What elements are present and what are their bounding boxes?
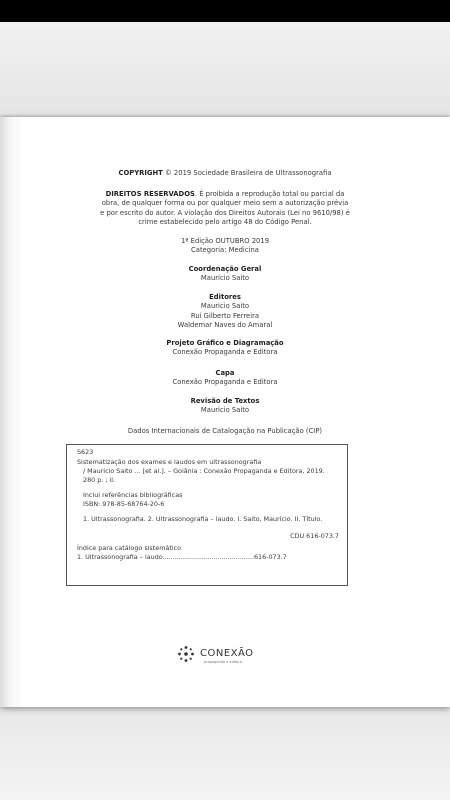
copyright-line [0, 169, 450, 178]
cip-index-entry: 1. Ultrassonografia – laudo.............................................616-073.7 [77, 553, 287, 561]
cip-index-title: Índice para catálogo sistemático [77, 544, 182, 552]
credit-name: Conexão Propaganda e Editora [172, 378, 278, 387]
logo-wordmark: CONEXÃO [200, 648, 254, 659]
credit-name: Mauricio Saito [200, 274, 250, 283]
credit-heading: Revisão de Textos [190, 397, 260, 405]
credit-heading: Capa [215, 369, 235, 377]
credit-editors [0, 293, 450, 330]
credit-name: Conexão Propaganda e Editora [172, 348, 278, 357]
credit-name: Rui Gilberto Ferreira [190, 311, 260, 320]
credit-name: Mauricio Saito [200, 302, 250, 311]
edition-line: 1ª Edição OUTUBRO 2019 [180, 237, 270, 245]
status-bar [0, 0, 450, 22]
rights-label: DIREITOS RESERVADOS [105, 190, 195, 198]
copyright-label: COPYRIGHT [118, 169, 163, 177]
credit-heading: Coordenação Geral [188, 265, 262, 273]
cip-line: / Mauricio Saito ... [et al.]. – Goiânia : Conexão Propaganda e Editora, 2019. [83, 467, 325, 475]
rights-line: obra, de qualquer forma ou por qualquer meio sem a autorização prévia [101, 199, 349, 208]
cip-line: 280 p. ; il. [83, 476, 116, 484]
cip-isbn: ISBN: 978-85-68764-20-6 [83, 500, 165, 508]
copyright-text: © 2019 Sociedade Brasileira de Ultrassonografia [162, 169, 332, 177]
logo-tagline: propaganda e editora [204, 660, 242, 664]
rights-line: crime estabelecido pelo artigo 48 do Código Penal. [138, 217, 312, 226]
edition-block [0, 237, 450, 256]
category-line: Categoria: Medicina [191, 246, 259, 255]
background-bottom [0, 705, 450, 800]
credit-coordination [0, 265, 450, 284]
document-page [0, 117, 450, 707]
credit-review [0, 397, 450, 416]
credit-heading: Editores [209, 293, 241, 301]
cip-line: Sistematização dos exames e laudos em ultrassonografia [77, 458, 262, 466]
credit-cover [0, 369, 450, 388]
cip-subjects: 1. Ultrassonografia. 2. Ultrassonografia – laudo. I. Saito, Maurício. II. Título. [83, 515, 323, 523]
credit-name: Waldemar Naves do Amaral [177, 320, 273, 329]
cip-record-box [66, 444, 348, 586]
credit-name: Mauricio Saito [200, 406, 250, 415]
background-top [0, 22, 450, 118]
credit-design [0, 339, 450, 358]
cip-code: S623 [77, 448, 94, 456]
cip-cdu: CDU 616-073.7 [290, 532, 339, 540]
conexao-logo-icon [177, 645, 195, 663]
rights-line: e por escrito do autor. A violação dos Direitos Autorais (Lei no 9610/98) é [100, 208, 350, 217]
rights-line: . É proibida a reprodução total ou parcial da [194, 190, 345, 198]
cip-line: Inclui referências bibliográficas [83, 491, 183, 499]
cip-title: Dados Internacionais de Catalogação na Publicação (CIP) [127, 427, 323, 435]
credit-heading: Projeto Gráfico e Diagramação [166, 339, 284, 347]
rights-block [0, 190, 450, 227]
